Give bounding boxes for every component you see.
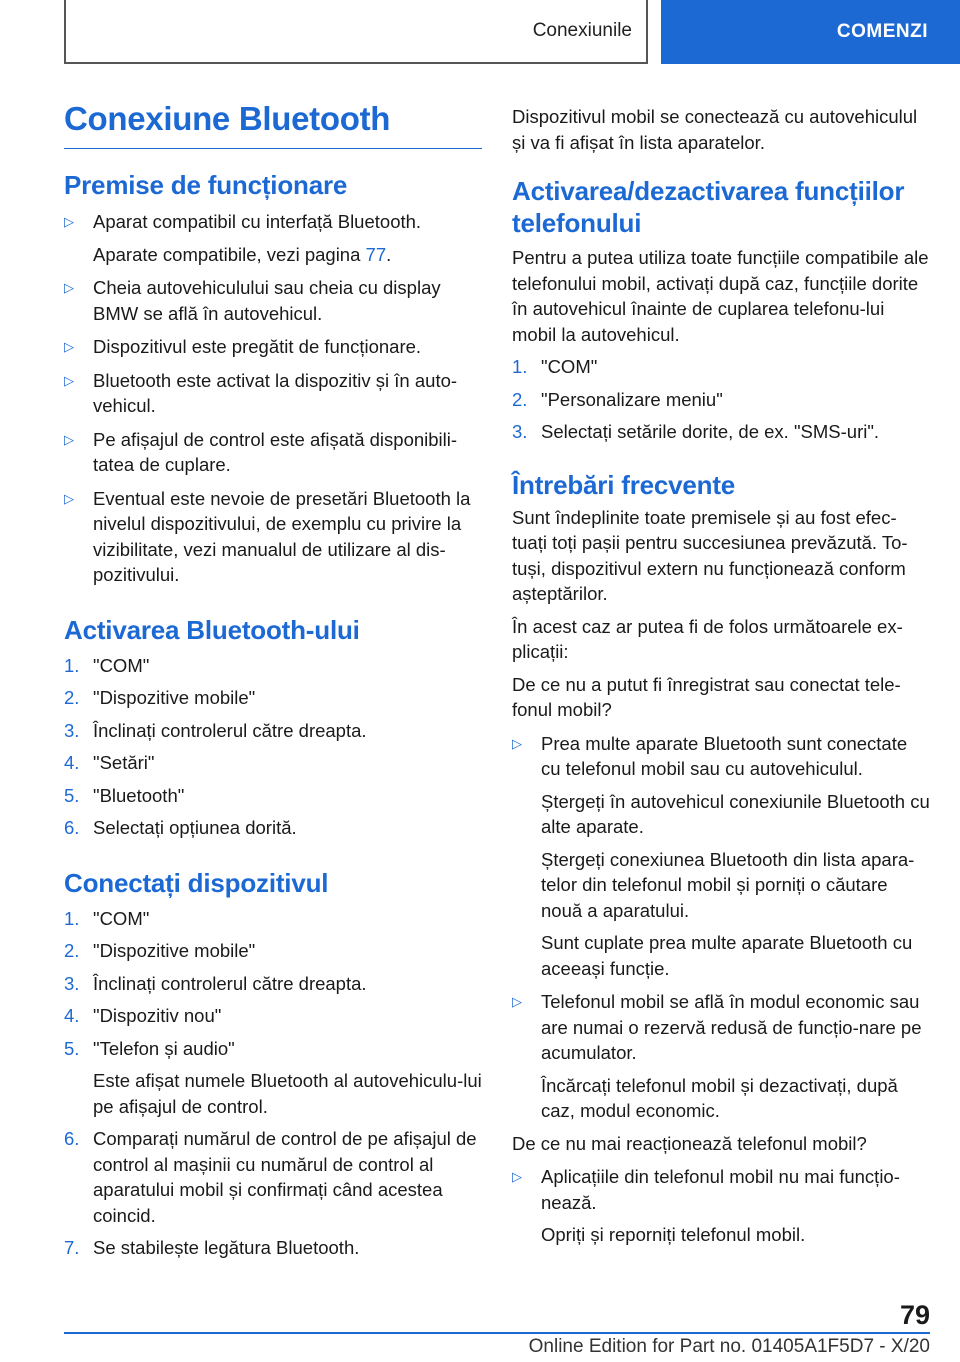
list-item: ▷ Eventual este nevoie de presetări Bluetooth la nivelul dispozitivului, de exemplu cu privire la vizibilitate, vezi manualul de utilizare al dis-pozitivului. (64, 486, 482, 588)
triangle-bullet-icon: ▷ (64, 490, 74, 506)
list-item: ▷ Aplicațiile din telefonul mobil nu mai funcțio-nează. Opriți și reporniți telefonul mobil. (512, 1164, 930, 1248)
triangle-bullet-icon: ▷ (512, 1169, 522, 1184)
triangle-bullet-icon: ▷ (64, 214, 74, 229)
heading-premise: Premise de funcționare (64, 170, 348, 200)
right-column (512, 104, 930, 1248)
page-reference-link[interactable]: 77 (365, 243, 387, 265)
header-section-tab (64, 0, 648, 64)
heading-faq: Întrebări frecvente (512, 469, 736, 500)
step-item: 1. "COM" (512, 356, 598, 377)
list-item: ▷ Cheia autovehiculului sau cheia cu display BMW se află în autovehicul. (64, 275, 482, 326)
section-title: Conexiunile (532, 20, 632, 41)
triangle-bullet-icon: ▷ (64, 372, 74, 388)
function-steps (512, 354, 930, 445)
triangle-bullet-icon: ▷ (512, 994, 522, 1009)
step-item: 4. "Setări" (64, 752, 155, 773)
header-chapter-tab[interactable] (661, 0, 960, 64)
list-item: ▷ Telefonul mobil se află în modul economic sau are numai o rezervă redusă de funcțio-nare pe acumulator. Încărcați telefonul mobil și dezactivați, după caz, modul economic. (512, 989, 930, 1124)
step-item: 2. "Dispozitive mobile" (64, 687, 256, 708)
heading-activate-bluetooth: Activarea Bluetooth-ului (64, 614, 360, 645)
page-title: Conexiune Bluetooth (64, 100, 482, 149)
step-item: 7. Se stabilește legătura Bluetooth. (64, 1237, 360, 1258)
activate-steps (64, 653, 482, 841)
faq-answer-list (512, 1164, 930, 1248)
chapter-title: COMENZI (836, 21, 928, 42)
step-item: 1. "COM" (64, 907, 150, 929)
page-number: 79 (899, 1300, 930, 1330)
faq-answer-list (512, 731, 930, 1124)
step-item: 3. Selectați setările dorite, de ex. "SMS-uri". (512, 421, 880, 442)
list-item: ▷ Pe afișajul de control este afișată disponibili-tatea de cuplare. (64, 427, 482, 478)
functions-paragraph: Pentru a putea utiliza toate funcțiile compatibile ale telefonului mobil, activați după caz, funcțiile dorite în autovehicul înainte de cuplarea telefonu-lui mobil la autovehicul. (512, 247, 929, 345)
step-item: 6. Comparați numărul de control de pe afișajul de control al mașinii cu numărul de control al aparatului mobil și confirmați când acestea coincid. (64, 1128, 477, 1226)
faq-question: De ce nu mai reacționează telefonul mobil? (512, 1132, 867, 1154)
step-item: 5. "Telefon și audio" Este afișat numele Bluetooth al autovehiculu-lui pe afișajul de control. (64, 1037, 482, 1117)
heading-phone-functions: Activarea/dezactivarea funcțiilor telefonului (512, 176, 905, 238)
step-item: 2. "Dispozitive mobile" (64, 940, 256, 961)
heading-connect-device: Conectați dispozitivul (64, 867, 329, 898)
list-item: ▷ Dispozitivul este pregătit de funcționare. (64, 334, 482, 360)
step-item: 2. "Personalizare meniu" (512, 388, 723, 410)
faq-paragraph: Sunt îndeplinite toate premisele și au fost efec-tuați toți pașii pentru succesiunea prevăzută. To-tuși, dispozitivul extern nu funcționează conform așteptărilor. (512, 506, 908, 604)
left-column (64, 100, 482, 1261)
step-item: 1. "COM" (64, 654, 150, 676)
list-item: ▷ Prea multe aparate Bluetooth sunt conectate cu telefonul mobil sau cu autovehiculul. Ștergeți în autovehicul conexiunile Bluetooth cu alte aparate. Ștergeți conexiunea Bluetooth din lista apara-telor din telefonul mobil și porniți o căutare nouă a aparatului. Sunt cuplate prea multe aparate Bluetooth cu aceeași funcție. (512, 731, 930, 982)
triangle-bullet-icon: ▷ (64, 280, 74, 295)
intro-paragraph: Dispozitivul mobil se conectează cu autovehiculul și va fi afișat în lista aparatelor. (512, 106, 918, 153)
footer-edition: Online Edition for Part no. 01405A1F5D7 - X/20 (528, 1336, 930, 1357)
step-item: 5. "Bluetooth" (64, 784, 185, 806)
step-item: 3. Înclinați controlerul către dreapta. (64, 972, 367, 994)
triangle-bullet-icon: ▷ (64, 339, 74, 354)
list-item: ▷ Aparat compatibil cu interfață Bluetooth. Aparate compatibile, vezi pagina 77. (64, 209, 482, 267)
step-item: 3. Înclinați controlerul către dreapta. (64, 719, 367, 741)
list-item: ▷ Bluetooth este activat la dispozitiv și în auto-vehicul. (64, 368, 482, 419)
step-item: 6. Selectați opțiunea dorită. (64, 817, 297, 838)
triangle-bullet-icon: ▷ (512, 735, 522, 751)
faq-paragraph: În acest caz ar putea fi de folos următoarele ex-plicații: (512, 615, 903, 662)
triangle-bullet-icon: ▷ (64, 431, 74, 447)
faq-question: De ce nu a putut fi înregistrat sau conectat tele-fonul mobil? (512, 673, 901, 720)
step-item: 4. "Dispozitiv nou" (64, 1005, 222, 1026)
connect-steps (64, 906, 482, 1261)
footer-divider (64, 1332, 930, 1334)
premise-list (64, 209, 482, 588)
